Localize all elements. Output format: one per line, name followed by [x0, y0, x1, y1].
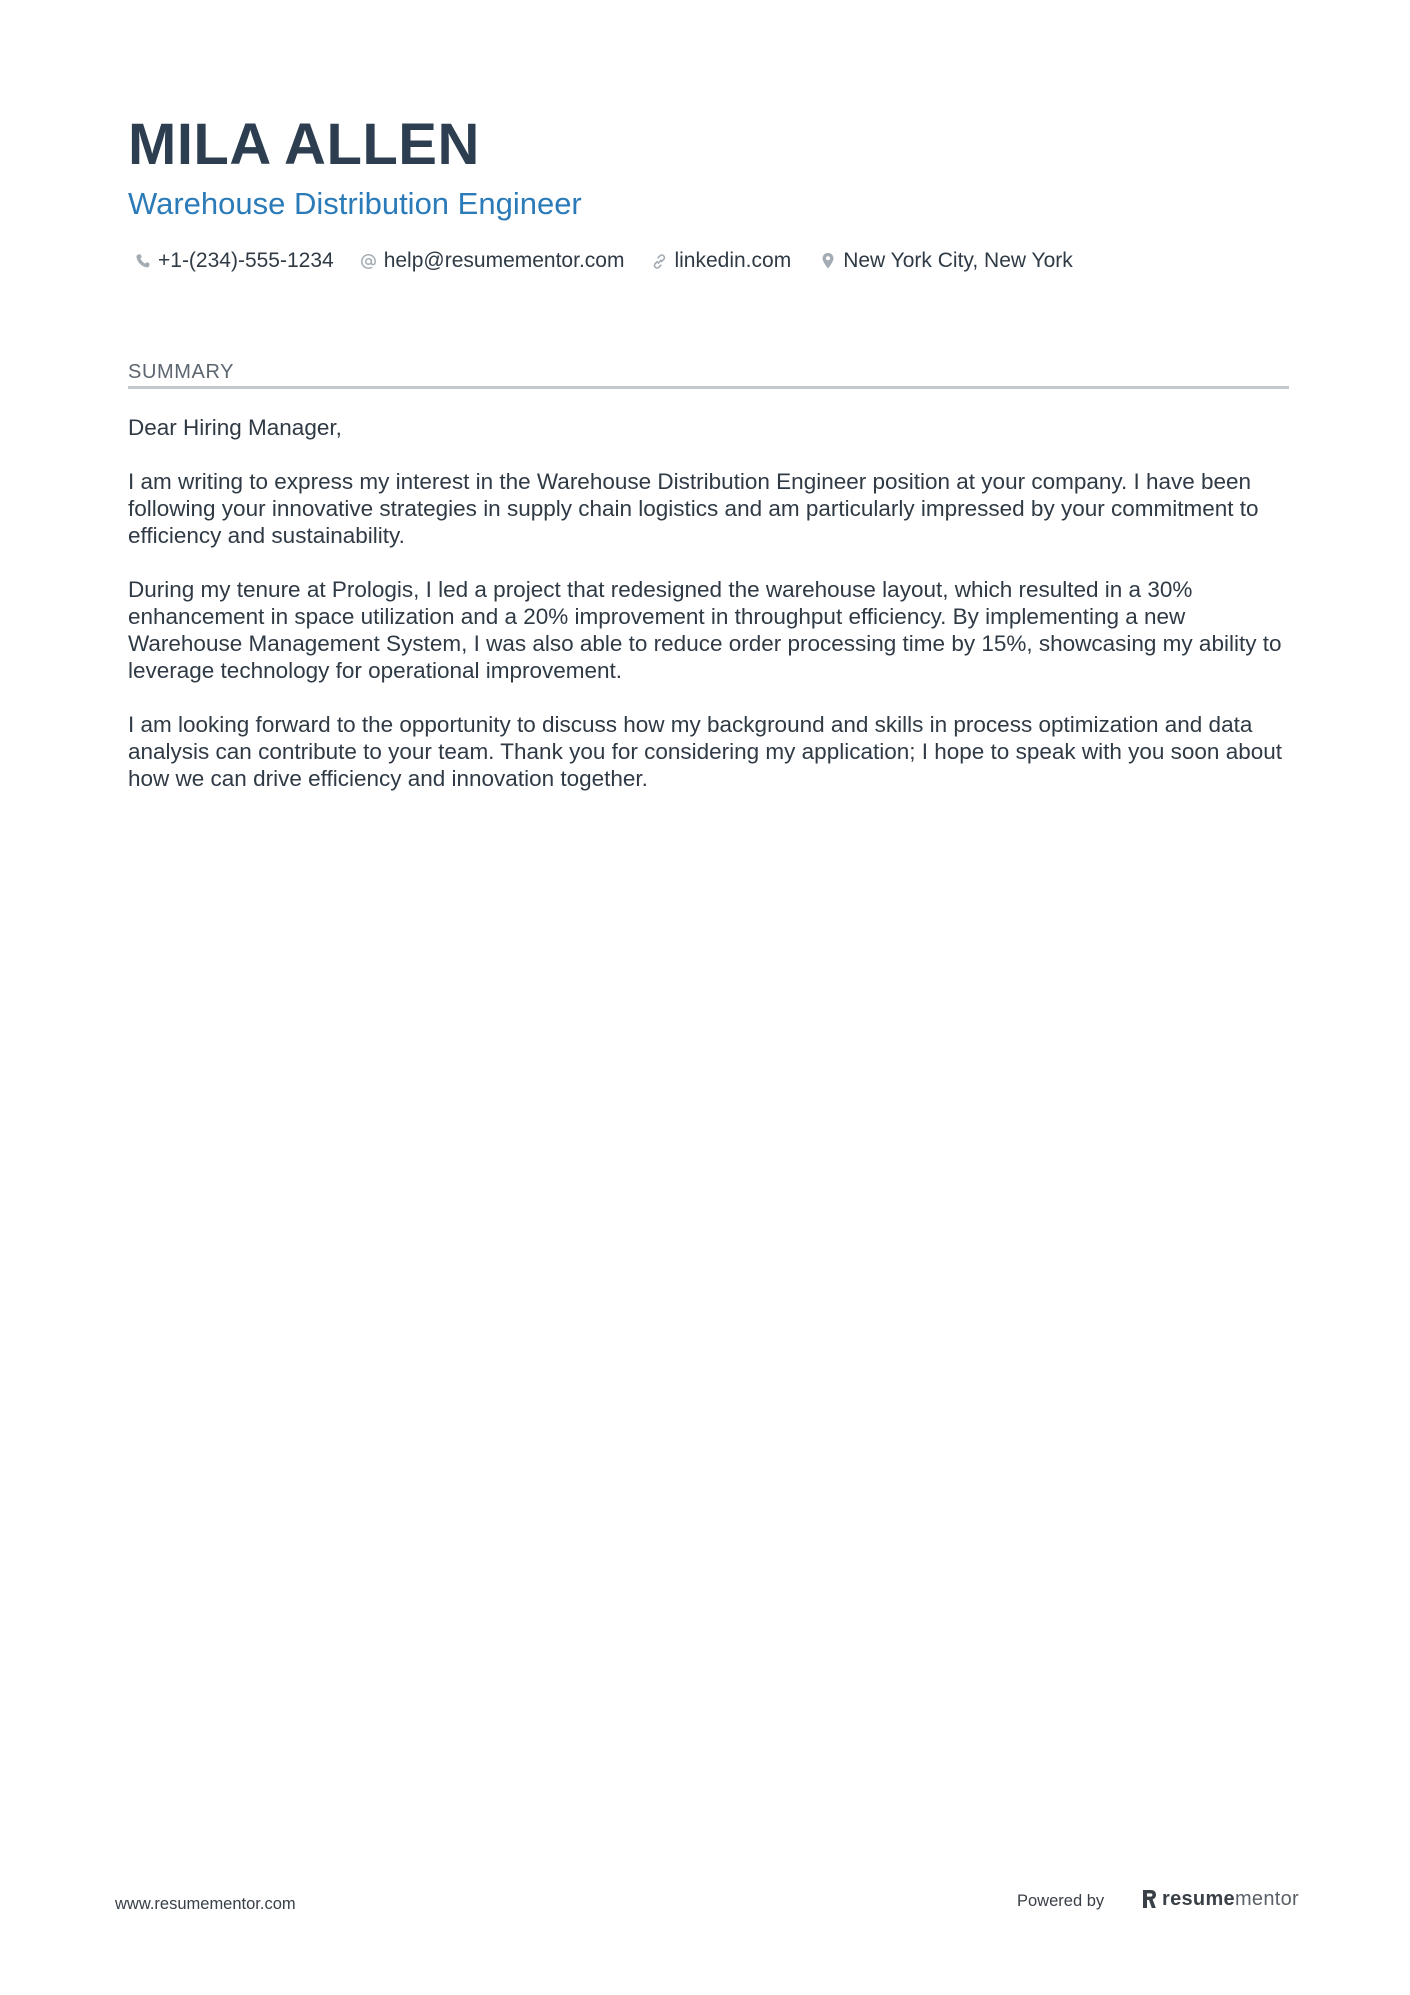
- linkedin-link: linkedin.com: [674, 249, 792, 272]
- section-divider: [128, 386, 1289, 389]
- contact-bar: [134, 244, 1073, 278]
- link-icon: [650, 252, 668, 270]
- letter-greeting: Dear Hiring Manager,: [128, 415, 342, 440]
- contact-phone: [134, 249, 334, 273]
- resumementor-logo-icon: [1140, 1888, 1158, 1910]
- phone-icon: [134, 252, 152, 270]
- brand-wordmark: [1162, 1888, 1299, 1911]
- phone-number: +1-(234)-555-1234: [158, 249, 334, 272]
- letter-paragraph: I am looking forward to the opportunity to discuss how my background and skills in process optimization and data analysis can contribute to your team. Thank you for considering my application; I hope to speak with you soon about how we can drive efficiency and innovation together.: [128, 712, 1283, 791]
- contact-location: [819, 249, 1073, 273]
- brand-logo[interactable]: [1140, 1884, 1299, 1914]
- cover-letter-body: [128, 414, 1292, 819]
- email-address: help@resumementor.com: [383, 249, 625, 272]
- job-title: Warehouse Distribution Engineer: [128, 186, 582, 221]
- summary-heading: SUMMARY: [128, 361, 235, 383]
- brand-wordmark-light: mentor: [1234, 1887, 1299, 1910]
- location-text: New York City, New York: [843, 249, 1073, 272]
- at-icon: [360, 252, 378, 270]
- footer-website-link[interactable]: www.resumementor.com: [115, 1895, 296, 1913]
- powered-by-label: Powered by: [1017, 1892, 1105, 1910]
- candidate-name: MILA ALLEN: [128, 112, 480, 177]
- letter-paragraph: I am writing to express my interest in the Warehouse Distribution Engineer position at your company. I have been following your innovative strategies in supply chain logistics and am particularly impressed by your commitment to efficiency and sustainability.: [128, 469, 1259, 548]
- letter-paragraph: During my tenure at Prologis, I led a project that redesigned the warehouse layout, which resulted in a 30% enhancement in space utilization and a 20% improvement in throughput efficiency. By implementing a new Warehouse Management System, I was also able to reduce order processing time by 15%, showcasing my ability to leverage technology for operational improvement.: [128, 577, 1282, 683]
- contact-linkedin: [650, 249, 791, 273]
- location-pin-icon: [819, 252, 837, 270]
- brand-wordmark-bold: resume: [1162, 1887, 1235, 1910]
- contact-email: [360, 249, 625, 273]
